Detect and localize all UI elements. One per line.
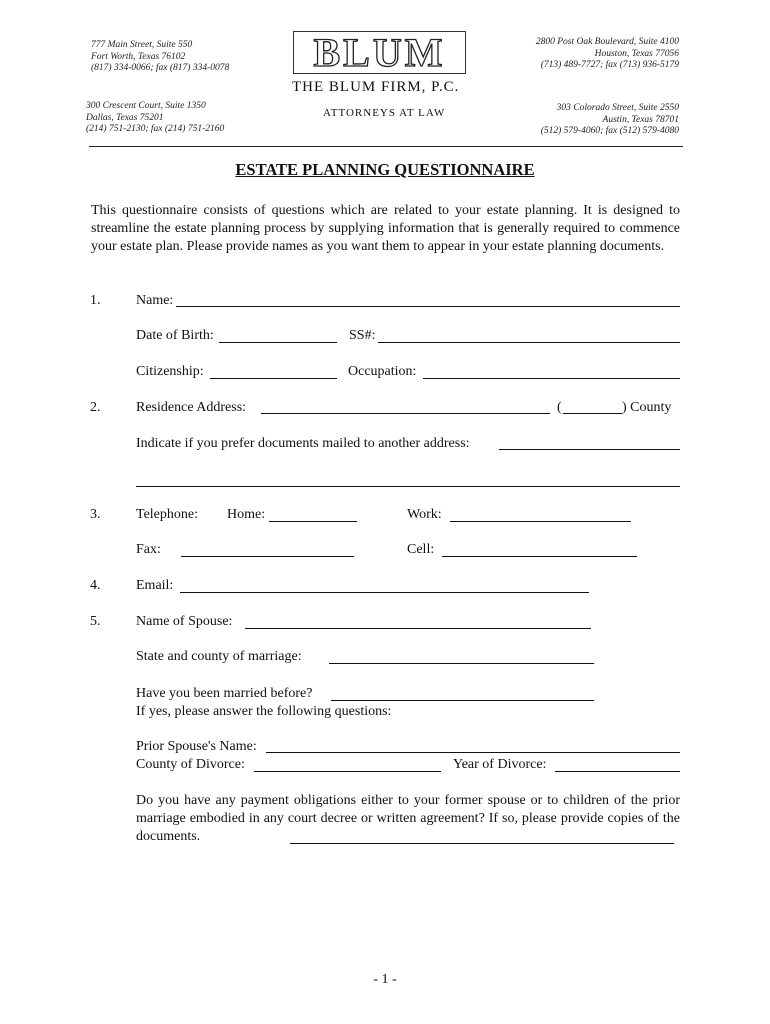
year-divorce-label: Year of Divorce: — [453, 757, 547, 772]
ss-field[interactable] — [378, 342, 680, 343]
county-label: ) County — [622, 400, 672, 415]
email-label: Email: — [136, 578, 174, 593]
cell-field[interactable] — [442, 556, 637, 557]
address-line: (713) 489-7727; fax (713) 936-5179 — [540, 60, 679, 70]
office-fort-worth-address — [91, 40, 229, 75]
dob-field[interactable] — [219, 342, 337, 343]
address-line: Fort Worth, Texas 76102 — [91, 51, 186, 62]
intro-paragraph: This questionnaire consists of questions which are related to your estate planning. It is designed to streamline the estate planning process by supplying information that is generally required to commence your estate plan. Please provide names as you want them to appear in your estate planning documents. — [91, 203, 680, 254]
logo-wordmark: BLUM — [313, 29, 446, 75]
question-number: 5. — [90, 614, 101, 629]
name-label: Name: — [136, 293, 174, 308]
dob-label: Date of Birth: — [136, 328, 214, 343]
question-number: 2. — [90, 400, 101, 415]
telephone-label: Telephone: — [136, 507, 198, 522]
question-number: 1. — [90, 293, 101, 308]
county-divorce-field[interactable] — [254, 771, 441, 772]
marriage-location-field[interactable] — [329, 663, 594, 664]
obligations-field[interactable] — [290, 843, 674, 844]
married-before-field[interactable] — [331, 700, 594, 701]
question-number: 3. — [90, 507, 101, 522]
name-field[interactable] — [176, 306, 680, 307]
office-dallas-address — [86, 101, 224, 136]
home-phone-label: Home: — [227, 507, 266, 522]
address-line: Houston, Texas 77056 — [594, 48, 679, 59]
address-line: (817) 334-0066; fax (817) 334-0078 — [91, 63, 230, 73]
fax-field[interactable] — [181, 556, 354, 557]
county-field[interactable] — [563, 413, 622, 414]
office-houston-address — [536, 37, 679, 72]
prior-spouse-field[interactable] — [266, 752, 680, 753]
firm-tagline: ATTORNEYS AT LAW — [323, 107, 446, 119]
if-yes-instruction: If yes, please answer the following questions: — [136, 704, 392, 719]
firm-logo — [293, 31, 466, 74]
page-number: - 1 - — [373, 972, 397, 987]
question-number: 4. — [90, 578, 101, 593]
ss-label: SS#: — [349, 328, 376, 343]
firm-name: THE BLUM FIRM, P.C. — [292, 79, 460, 95]
residence-address-label: Residence Address: — [136, 400, 247, 415]
address-line: (214) 751-2130; fax (214) 751-2160 — [86, 124, 225, 134]
cell-label: Cell: — [407, 542, 435, 557]
prior-spouse-label: Prior Spouse's Name: — [136, 739, 257, 754]
mailing-address-field[interactable] — [499, 449, 680, 450]
address-line: Dallas, Texas 75201 — [86, 112, 164, 123]
work-phone-label: Work: — [407, 507, 442, 522]
county-divorce-label: County of Divorce: — [136, 757, 245, 772]
obligations-question: Do you have any payment obligations either to your former spouse or to children of the prior marriage embodied in any court decree or written agreement? If so, please provide copies of the documents. — [136, 793, 680, 844]
header-divider — [89, 146, 683, 147]
mailing-address-label: Indicate if you prefer documents mailed to another address: — [136, 436, 470, 451]
residence-address-field[interactable] — [261, 413, 550, 414]
email-field[interactable] — [180, 592, 589, 593]
page-title: ESTATE PLANNING QUESTIONNAIRE — [235, 160, 535, 179]
work-phone-field[interactable] — [450, 521, 631, 522]
spouse-name-field[interactable] — [245, 628, 591, 629]
address-line: (512) 579-4060; fax (512) 579-4080 — [540, 126, 679, 136]
mailing-address-field-line2[interactable] — [136, 486, 680, 487]
county-open-paren: ( — [557, 400, 562, 415]
address-line: 777 Main Street, Suite 550 — [91, 40, 193, 50]
fax-label: Fax: — [136, 542, 161, 557]
married-before-label: Have you been married before? — [136, 686, 313, 701]
occupation-field[interactable] — [423, 378, 680, 379]
marriage-location-label: State and county of marriage: — [136, 649, 302, 664]
home-phone-field[interactable] — [269, 521, 357, 522]
address-line: 300 Crescent Court, Suite 1350 — [86, 101, 206, 111]
citizenship-label: Citizenship: — [136, 364, 204, 379]
citizenship-field[interactable] — [210, 378, 337, 379]
address-line: 303 Colorado Street, Suite 2550 — [556, 103, 679, 113]
occupation-label: Occupation: — [348, 364, 417, 379]
office-austin-address — [541, 103, 679, 138]
address-line: Austin, Texas 78701 — [602, 114, 679, 125]
year-divorce-field[interactable] — [555, 771, 680, 772]
spouse-name-label: Name of Spouse: — [136, 614, 233, 629]
address-line: 2800 Post Oak Boulevard, Suite 4100 — [535, 37, 679, 47]
